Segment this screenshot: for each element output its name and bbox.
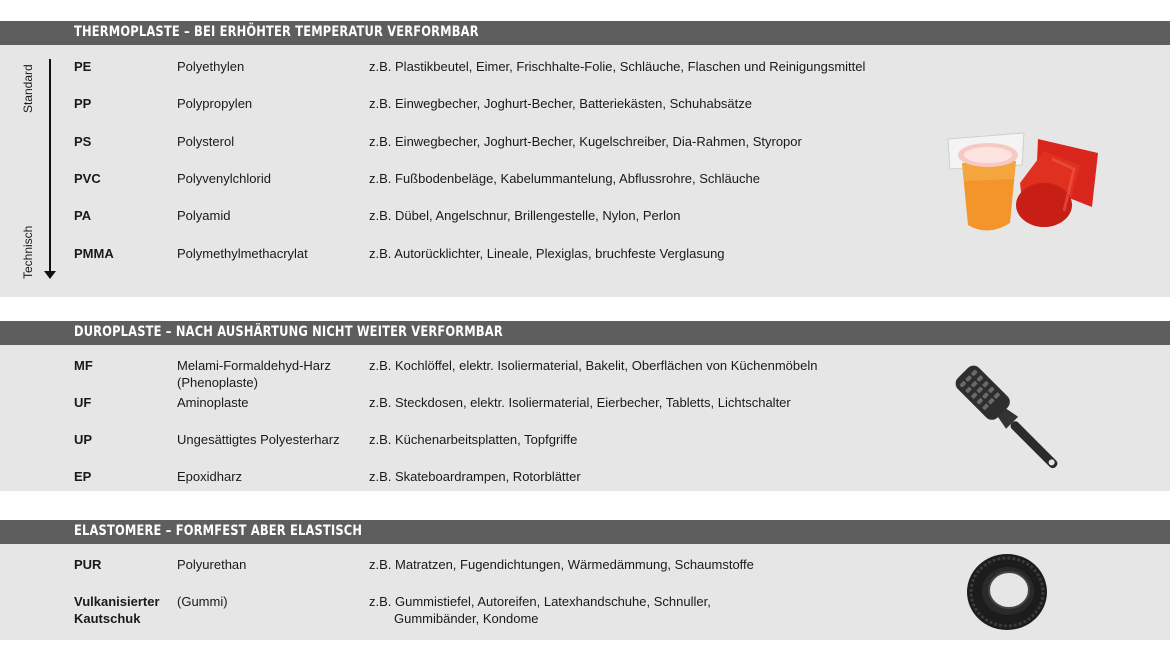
arrow-down-icon [44, 271, 56, 279]
row-abbr [74, 593, 160, 627]
axis-label-standard: Standard [21, 64, 35, 113]
row-examples: z.B. Einwegbecher, Joghurt-Becher, Batteriekästen, Schuhabsätze [369, 96, 753, 111]
row-abbr-line1: Vulkanisierter [74, 594, 160, 609]
section-duroplaste [0, 321, 1170, 491]
row-examples-line2: Gummibänder, Kondome [394, 611, 539, 626]
row-name: Polypropylen [177, 96, 253, 111]
row-name: Polysterol [177, 134, 235, 149]
row-name: Polyamid [177, 208, 231, 223]
row-name: Polyvenylchlorid [177, 171, 271, 186]
row-name-line2: (Phenoplaste) [177, 375, 258, 390]
axis-arrow-line [49, 59, 51, 273]
row-name: Ungesättigtes Polyesterharz [177, 432, 340, 447]
row-examples: z.B. Skateboardrampen, Rotorblätter [369, 469, 581, 484]
section-title: ELASTOMERE – FORMFEST ABER ELASTISCH [74, 523, 363, 539]
tire-image [964, 550, 1050, 634]
row-abbr: MF [74, 358, 93, 373]
row-abbr-line2: Kautschuk [74, 611, 141, 626]
row-abbr: PVC [74, 171, 101, 186]
row-abbr: PA [74, 208, 92, 223]
row-abbr: PE [74, 59, 92, 74]
section-header [0, 321, 1170, 345]
row-name: Polymethylmethacrylat [177, 246, 308, 261]
row-name [177, 357, 367, 391]
section-header [0, 520, 1170, 544]
row-examples: z.B. Fußbodenbeläge, Kabelummantelung, Abflussrohre, Schläuche [369, 171, 760, 186]
section-header [0, 21, 1170, 45]
row-name: Polyethylen [177, 59, 245, 74]
row-abbr: PMMA [74, 246, 114, 261]
row-name: Aminoplaste [177, 395, 249, 410]
row-examples-line1: z.B. Gummistiefel, Autoreifen, Latexhandschuhe, Schnuller, [369, 594, 711, 609]
row-examples: z.B. Küchenarbeitsplatten, Topfgriffe [369, 432, 578, 447]
row-abbr: PS [74, 134, 92, 149]
section-title: THERMOPLASTE – BEI ERHÖHTER TEMPERATUR VERFORMBAR [74, 24, 479, 40]
yogurt-cups-image [940, 125, 1105, 245]
section-elastomere [0, 520, 1170, 640]
row-examples: z.B. Plastikbeutel, Eimer, Frischhalte-Folie, Schläuche, Flaschen und Reinigungsmittel [369, 59, 866, 74]
row-abbr: UF [74, 395, 92, 410]
row-examples: z.B. Kochlöffel, elektr. Isoliermaterial, Bakelit, Oberflächen von Küchenmöbeln [369, 358, 818, 373]
section-title: DUROPLASTE – NACH AUSHÄRTUNG NICHT WEITER VERFORMBAR [74, 324, 503, 340]
row-examples: z.B. Matratzen, Fugendichtungen, Wärmedämmung, Schaumstoffe [369, 557, 754, 572]
row-abbr: PUR [74, 557, 102, 572]
row-examples: z.B. Autorücklichter, Lineale, Plexiglas, bruchfeste Verglasung [369, 246, 725, 261]
row-name: (Gummi) [177, 594, 228, 609]
row-abbr: PP [74, 96, 92, 111]
row-name: Epoxidharz [177, 469, 243, 484]
row-name: Polyurethan [177, 557, 247, 572]
spatula-image [946, 361, 1076, 481]
row-examples: z.B. Steckdosen, elektr. Isoliermaterial, Eierbecher, Tabletts, Lichtschalter [369, 395, 791, 410]
row-examples: z.B. Dübel, Angelschnur, Brillengestelle, Nylon, Perlon [369, 208, 681, 223]
row-examples [369, 593, 929, 627]
axis-label-technisch: Technisch [21, 225, 35, 279]
row-examples: z.B. Einwegbecher, Joghurt-Becher, Kugelschreiber, Dia-Rahmen, Styropor [369, 134, 802, 149]
row-abbr: EP [74, 469, 92, 484]
row-name-line1: Melami-Formaldehyd-Harz [177, 358, 331, 373]
row-abbr: UP [74, 432, 93, 447]
section-thermoplaste [0, 21, 1170, 297]
